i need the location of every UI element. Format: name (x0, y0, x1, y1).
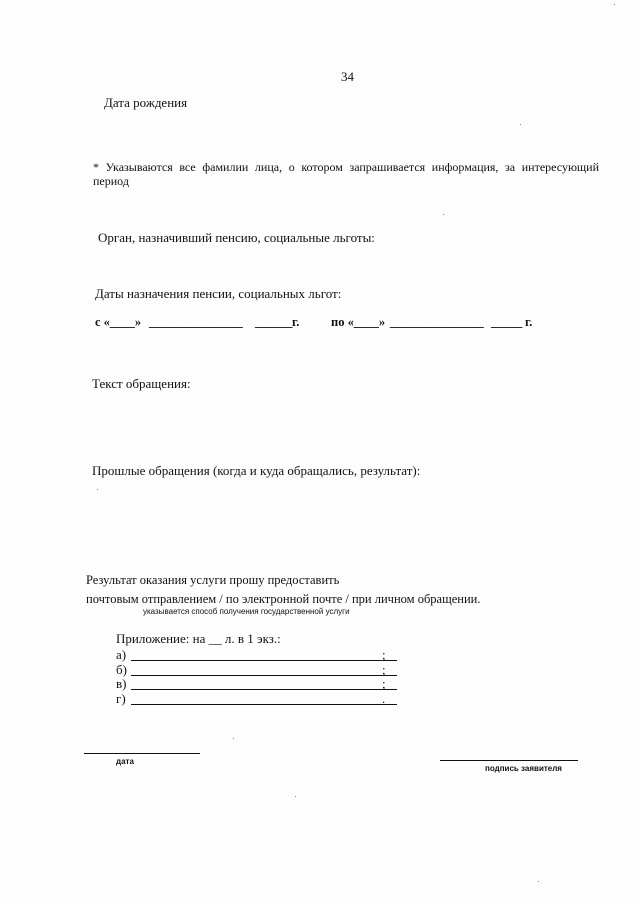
attachment-item-blank-line (131, 660, 397, 661)
attachment-item-end: ; (382, 662, 386, 677)
date-caption: дата (116, 757, 134, 766)
attachment-item-a (116, 647, 386, 662)
period-from-prefix: с «____» (95, 315, 142, 329)
scan-speck (295, 796, 296, 797)
pension-authority-label: Орган, назначивший пенсию, социальные льготы: (98, 230, 375, 245)
date-signature-line (84, 753, 200, 754)
result-delivery-line2: почтовым отправлением / по электронной почте / при личном обращении. (86, 592, 481, 606)
attachment-item-blank-line (131, 689, 397, 690)
result-delivery-line1: Результат оказания услуги прошу предоставить (86, 573, 340, 587)
applicant-signature-line (440, 760, 578, 761)
birth-date-label: Дата рождения (104, 95, 188, 110)
past-appeals-label: Прошлые обращения (когда и куда обращались, результат): (92, 463, 421, 478)
attachment-item-end: ; (382, 647, 386, 662)
attachment-item-label: а) (116, 647, 127, 662)
period-to-suffix: г. (525, 315, 533, 329)
attachment-item-b (116, 662, 386, 677)
scan-speck (520, 124, 521, 125)
result-delivery-hint: указывается способ получения государственной услуги (143, 607, 350, 616)
period-to-blank: _______________ (390, 315, 484, 329)
scan-speck (233, 738, 234, 739)
attachment-item-end: . (382, 691, 386, 706)
attachment-item-g (116, 691, 386, 706)
period-from-suffix: г. (292, 315, 300, 329)
attachment-item-blank-line (131, 704, 397, 705)
attachment-title: Приложение: на __ л. в 1 экз.: (116, 631, 281, 646)
pension-dates-label: Даты назначения пенсии, социальных льгот: (95, 286, 342, 301)
scan-speck (97, 489, 98, 490)
attachment-item-label: г) (116, 691, 126, 706)
attachment-item-label: б) (116, 662, 127, 677)
applicant-signature-caption: подпись заявителя (485, 764, 562, 773)
surnames-footnote: * Указываются все фамилии лица, о котором запрашивается информация, за интересующий период (93, 160, 599, 188)
period-from-blank2: ______ (255, 315, 293, 329)
period-to-blank2: _____ (491, 315, 523, 329)
page-number: 34 (341, 69, 354, 84)
scan-speck (538, 881, 539, 882)
attachment-item-end: ; (382, 676, 386, 691)
scan-speck (443, 214, 444, 215)
period-to-prefix: по «____» (331, 315, 386, 329)
attachment-item-blank-line (131, 675, 397, 676)
period-from-blank: _______________ (149, 315, 243, 329)
attachment-item-v (116, 676, 386, 691)
appeal-text-label: Текст обращения: (92, 376, 191, 391)
scan-speck (614, 4, 615, 5)
attachment-item-label: в) (116, 676, 127, 691)
